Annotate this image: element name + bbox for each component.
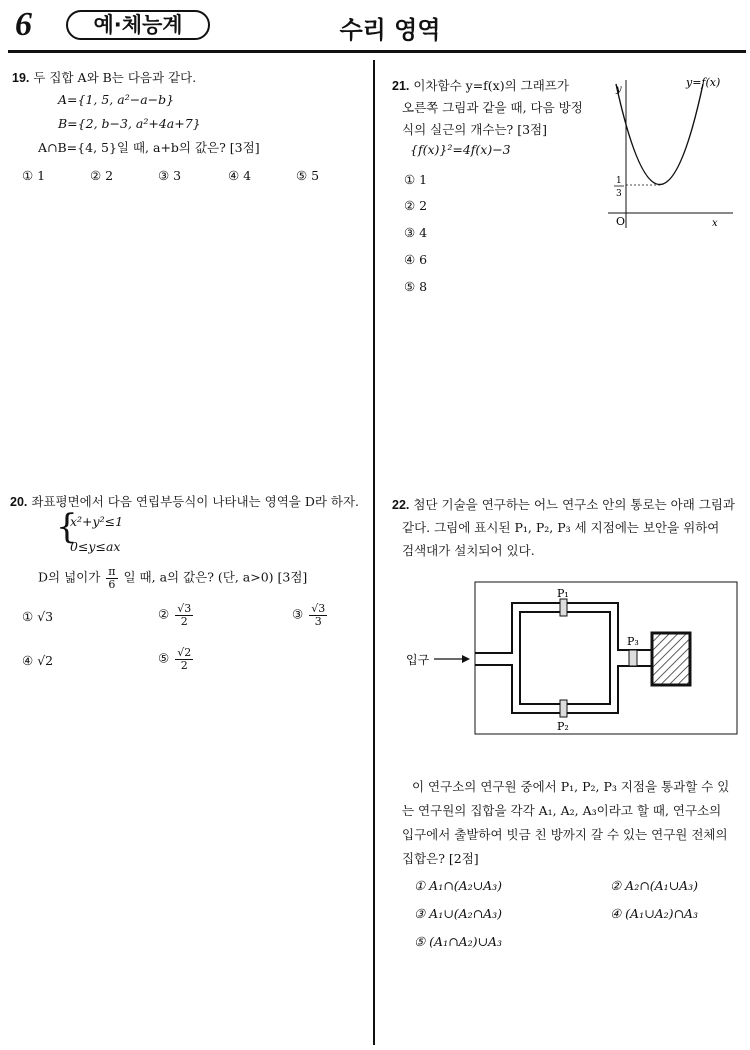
label-p1: P₁: [557, 587, 569, 600]
checkpoint-p1: [560, 599, 567, 616]
inequality-1: x²+y²≤1: [70, 514, 124, 529]
answer-choice-2[interactable]: ② A₂∩(A₁∪A₃): [610, 878, 698, 893]
condition-text: 일 때, a의 값은? (단, a>0) [3점]: [123, 569, 308, 585]
question-number: 22.: [392, 498, 410, 512]
answer-choice-1[interactable]: ① A₁∩(A₂∪A₃): [414, 878, 502, 893]
answer-choice-3[interactable]: ③ A₁∪(A₂∩A₃): [414, 906, 502, 921]
question-number: 20.: [10, 495, 28, 509]
question-body: 이 연구소의 연구원 중에서 P₁, P₂, P₃ 지점을 통과할 수 있: [412, 779, 730, 794]
question-number: 21.: [392, 79, 410, 93]
answer-choice-5[interactable]: [158, 647, 195, 671]
question-condition: A∩B={4, 5}일 때, a+b의 값은? [3점]: [38, 140, 260, 155]
fraction-denominator: 6: [108, 577, 116, 591]
answer-choice-2[interactable]: ② 2: [90, 168, 114, 183]
track-badge: 예·체능계: [66, 10, 210, 40]
answer-choice-5[interactable]: ⑤ 5: [296, 168, 320, 183]
question-condition: [38, 566, 307, 590]
question-stem: 오른쪽 그림과 같을 때, 다음 방정: [402, 100, 583, 115]
arrow-head-icon: [462, 655, 470, 663]
fraction-denominator: 2: [180, 614, 188, 628]
choice-mark: ①: [22, 609, 34, 624]
fraction: [106, 566, 117, 590]
set-a: A={1, 5, a²−a−b}: [58, 92, 175, 107]
set-b: B={2, b−3, a²+4a+7}: [58, 116, 201, 131]
y-axis-label: y: [616, 84, 622, 95]
choice-value: √3: [37, 609, 54, 624]
equation: {f(x)}²=4f(x)−3: [410, 142, 511, 157]
answer-choice-1[interactable]: ① 1: [22, 168, 46, 183]
answer-choice-5[interactable]: ⑤ 8: [404, 279, 428, 294]
inequality-2: 0≤y≤ax: [70, 539, 121, 554]
fraction-denominator: 2: [180, 658, 188, 672]
answer-choice-3[interactable]: [292, 603, 329, 627]
hatched-room: [652, 633, 690, 685]
fraction-numerator: π: [108, 565, 116, 578]
answer-choice-3[interactable]: ③ 4: [404, 225, 428, 240]
question-stem: 첨단 기술을 연구하는 어느 연구소 안의 통로는 아래 그림과: [413, 497, 735, 512]
section-title: 수리 영역: [339, 16, 441, 44]
answer-choice-4[interactable]: [22, 653, 53, 668]
question-stem: 두 집합 A와 B는 다음과 같다.: [33, 70, 197, 85]
quadratic-graph: [598, 70, 738, 235]
question-stem: 검색대가 설치되어 있다.: [402, 543, 535, 558]
question-body: 집합은? [2점]: [402, 851, 479, 866]
label-p2: P₂: [557, 720, 569, 733]
fraction: [175, 647, 193, 671]
question-body: 입구에서 출발하여 빗금 친 방까지 갈 수 있는 연구원 전체의: [402, 827, 728, 842]
x-axis-label: x: [712, 218, 718, 229]
answer-choice-2[interactable]: [158, 603, 195, 627]
answer-choice-4[interactable]: ④ (A₁∪A₂)∩A₃: [610, 906, 698, 921]
graph-label: y=f(x): [686, 76, 721, 89]
answer-choice-1[interactable]: [22, 609, 53, 624]
answer-choice-4[interactable]: ④ 4: [228, 168, 252, 183]
answer-choice-2[interactable]: ② 2: [404, 198, 428, 213]
choice-mark: ②: [158, 606, 170, 622]
choice-value: √2: [37, 653, 54, 668]
building-outline: [475, 582, 737, 734]
question-stem: 이차함수 y=f(x)의 그래프가: [413, 78, 569, 93]
question-21: [392, 76, 569, 94]
choice-mark: ④: [22, 653, 34, 668]
fraction-numerator: √2: [177, 646, 192, 659]
fraction: [175, 603, 193, 627]
fraction-numerator: √3: [177, 602, 192, 615]
column-divider: [373, 60, 375, 1045]
question-body: 는 연구원의 집합을 각각 A₁, A₂, A₃이라고 할 때, 연구소의: [402, 803, 722, 818]
inner-block: [520, 612, 610, 704]
question-22: [392, 495, 735, 513]
answer-choice-1[interactable]: ① 1: [404, 172, 428, 187]
choice-mark: ③: [292, 606, 304, 622]
header-rule: [8, 50, 746, 53]
question-stem: 같다. 그림에 표시된 P₁, P₂, P₃ 세 지점에는 보안을 위하여: [402, 520, 720, 535]
question-19: [12, 68, 196, 86]
question-number: 19.: [12, 71, 30, 85]
answer-choice-5[interactable]: ⑤ (A₁∩A₂)∪A₃: [414, 934, 502, 949]
parabola-curve: [616, 84, 703, 185]
min-value-numerator: 1: [616, 176, 622, 186]
answer-choice-4[interactable]: ④ 6: [404, 252, 428, 267]
label-p3: P₃: [627, 635, 639, 648]
facility-diagram: [400, 580, 740, 740]
condition-text: D의 넓이가: [38, 569, 101, 585]
min-value-denominator: 3: [616, 189, 622, 199]
entrance-label: 입구: [406, 653, 430, 667]
fraction-denominator: 3: [314, 614, 322, 628]
page-number: 6: [15, 6, 32, 43]
origin-label: O: [616, 215, 626, 228]
answer-choice-3[interactable]: ③ 3: [158, 168, 182, 183]
system-brace: {: [56, 507, 78, 547]
checkpoint-p2: [560, 700, 567, 717]
choice-mark: ⑤: [158, 650, 170, 666]
question-stem: 좌표평면에서 다음 연립부등식이 나타내는 영역을 D라 하자.: [31, 494, 360, 509]
checkpoint-p3: [629, 650, 637, 666]
fraction: [309, 603, 327, 627]
fraction-numerator: √3: [311, 602, 326, 615]
question-stem: 식의 실근의 개수는? [3점]: [402, 122, 548, 137]
